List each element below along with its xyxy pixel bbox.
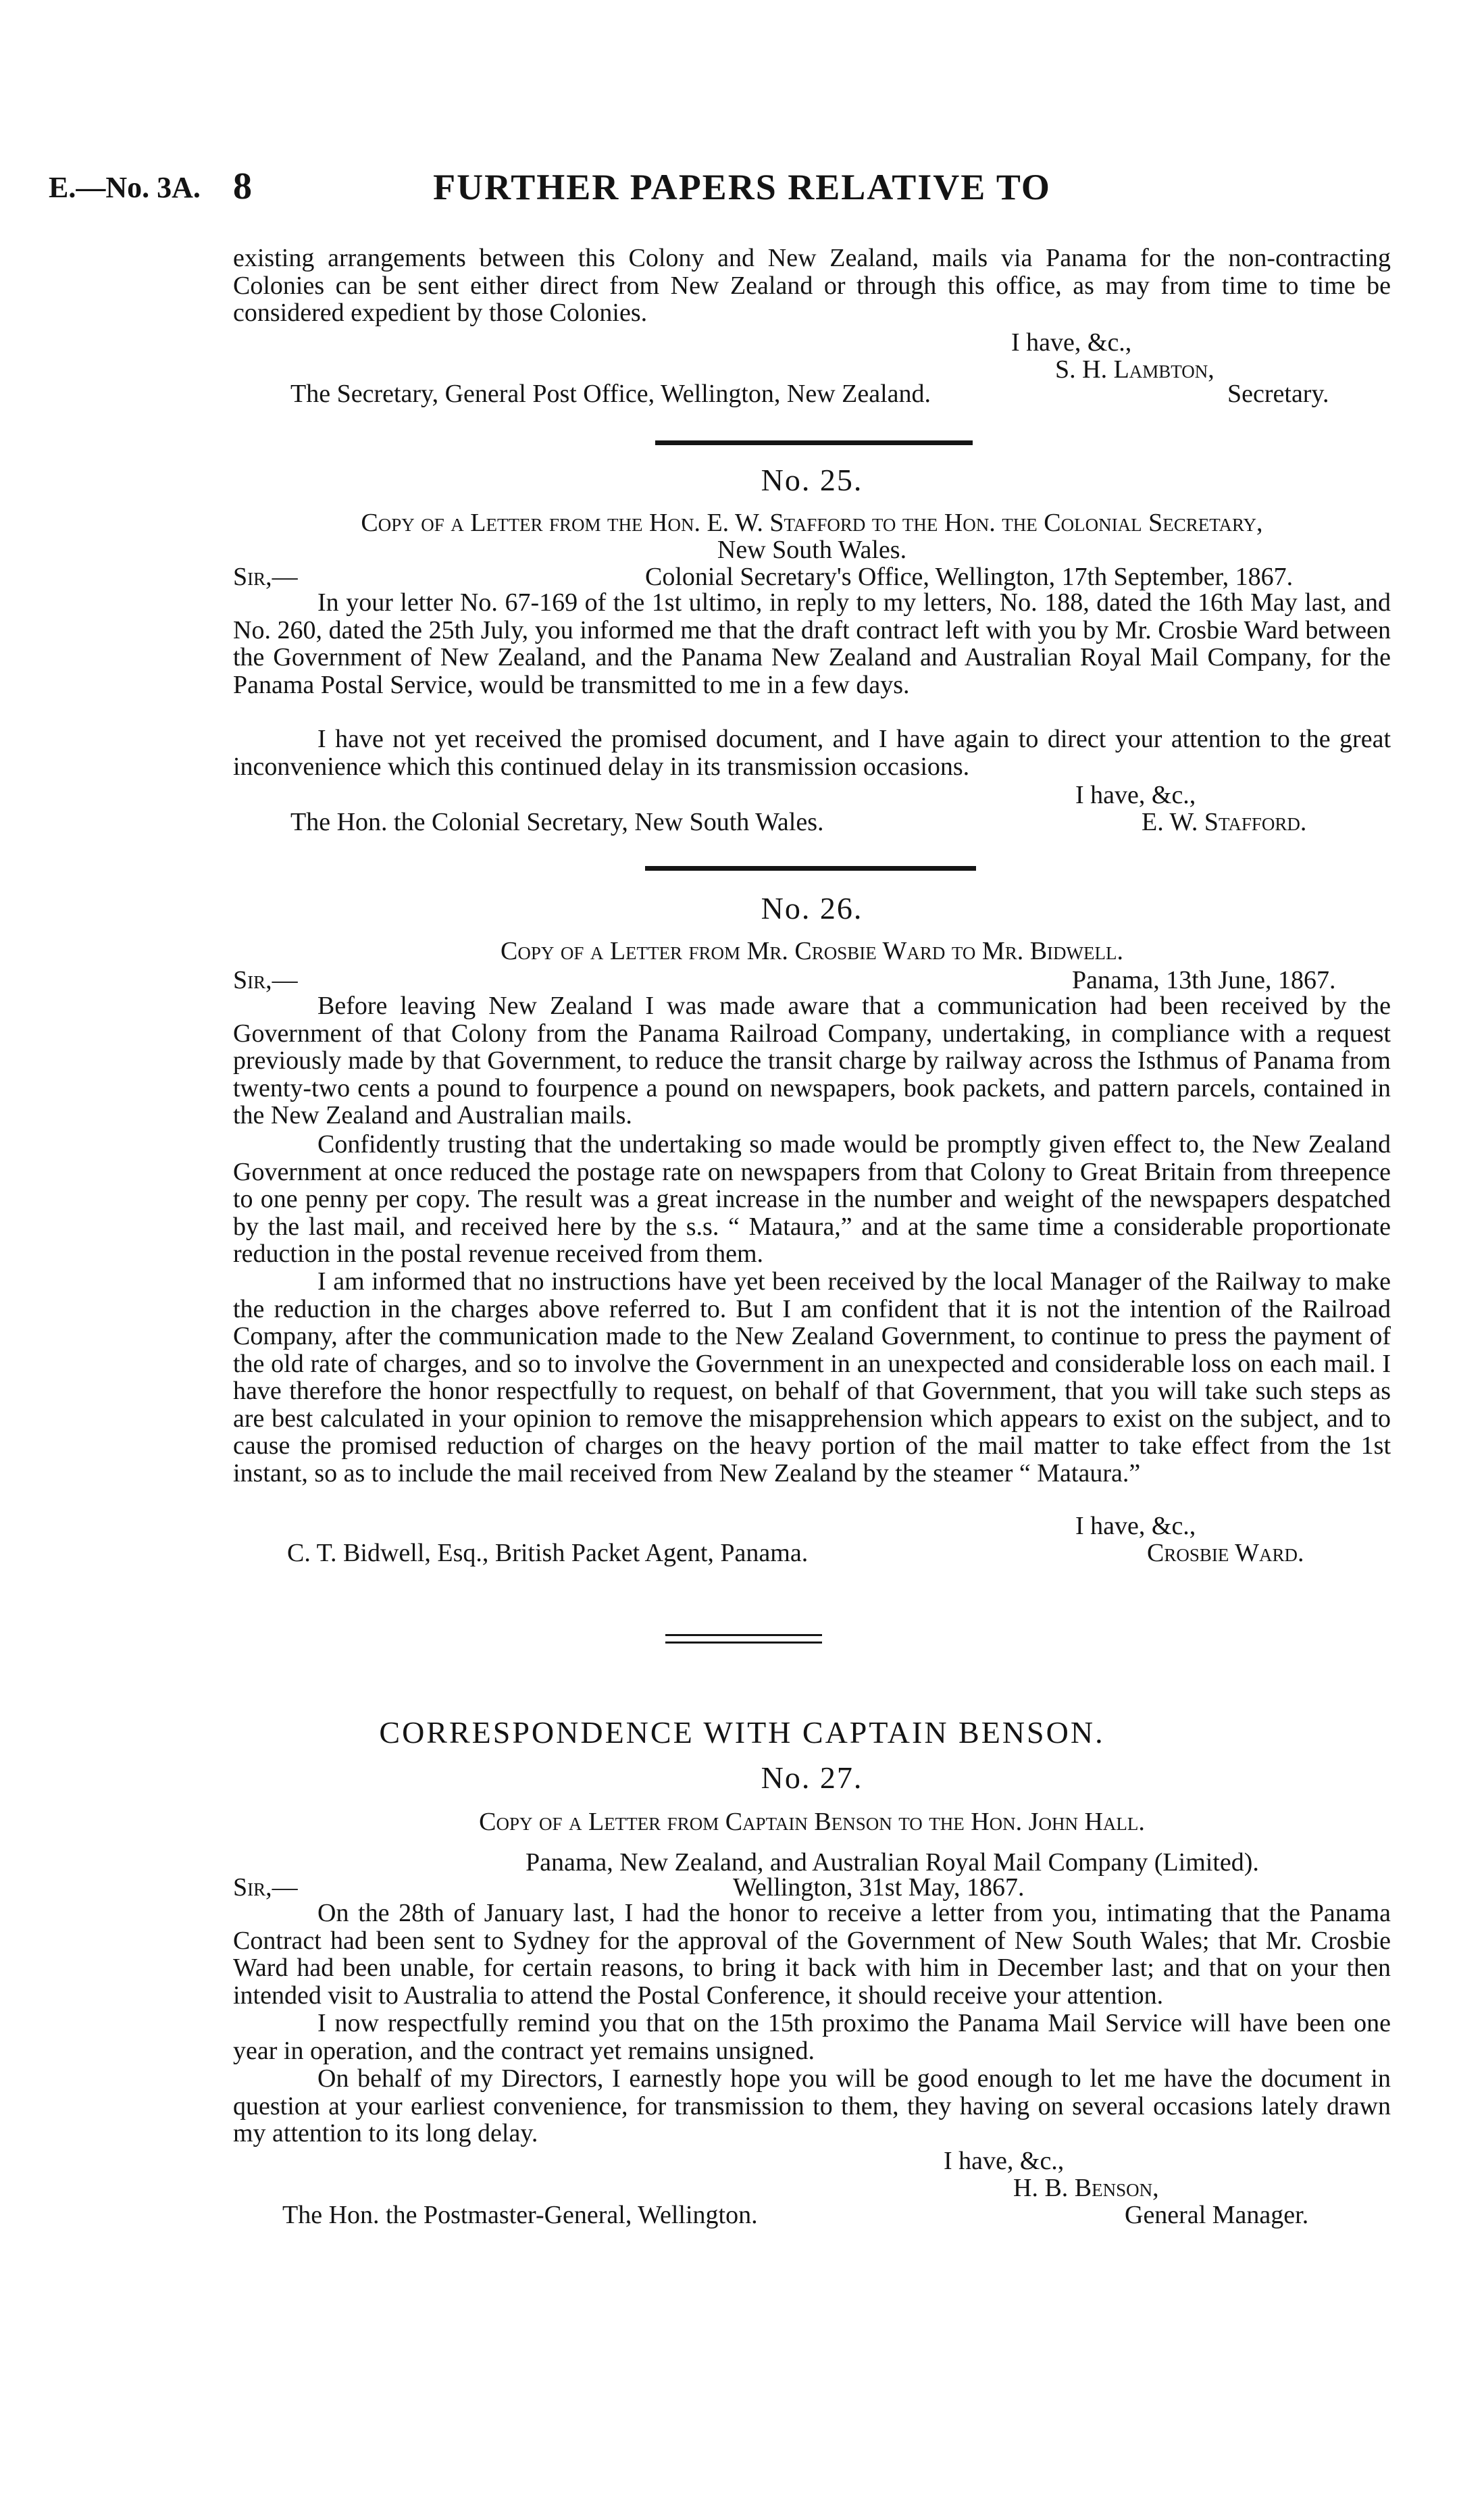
page-number: 8 (233, 166, 252, 207)
continuation-signature: S. H. Lambton, (1055, 355, 1214, 384)
separator-rule (655, 440, 973, 445)
letter-27-paragraph-2: I now respectfully remind you that on the 15th proximo the Panama Mail Service will have been one year in operation, and the contract yet remains unsigned. (233, 2009, 1391, 2065)
letter-26-number: No. 26. (761, 891, 863, 925)
separator-rule (645, 866, 976, 871)
letter-27-origin: Wellington, 31st May, 1867. (733, 1873, 1025, 1902)
section-title: CORRESPONDENCE WITH CAPTAIN BENSON. (379, 1715, 1105, 1750)
letter-27-addressee: The Hon. the Postmaster-General, Wellington. (282, 2201, 758, 2229)
letter-26-heading: Copy of a Letter from Mr. Crosbie Ward to Mr. Bidwell. (500, 937, 1124, 965)
section-divider-top (665, 1634, 822, 1636)
letter-25-closing: I have, &c., (1075, 781, 1196, 809)
letter-25-signature: E. W. Stafford. (1142, 808, 1307, 836)
continuation-paragraph: existing arrangements between this Colony and New Zealand, mails via Panama for the non-contracting Colonies can be sent either direct from New Zealand or through this office, as may from time to time be considered expedient by those Colonies. (233, 244, 1391, 327)
letter-26-salutation: Sir,— (233, 966, 298, 994)
letter-25-paragraph-1: In your letter No. 67-169 of the 1st ultimo, in reply to my letters, No. 188, dated the 16th May last, and No. 260, dated the 25th July, you informed me that the draft contract left with you by Mr. Crosbie Ward between the Government of New Zealand, and the Panama New Zealand and Australian Royal Mail Company, for the Panama Postal Service, would be transmitted to me in a few days. (233, 588, 1391, 699)
letter-27-paragraph-3: On behalf of my Directors, I earnestly hope you will be good enough to let me have the document in question at your earliest convenience, for transmission to them, they having on several occasions lately drawn my attention to its long delay. (233, 2064, 1391, 2147)
letter-26-paragraph-3: I am informed that no instructions have yet been received by the local Manager of the Railway to make the reduction in the charges above referred to. But I am confident that it is not the intention of the Railroad Company, after the communication made to the New Zealand Government, to continue to press the payment of the old rate of charges, and so to involve the Government in an unexpected and considerable loss on each mail. I have therefore the honor respectfully to request, on behalf of that Government, that you will take such steps as are best calculated in your opinion to remove the misapprehension which appears to exist on the subject, and to cause the promised reduction of charges on the heavy portion of the mail matter to take effect from the 1st instant, so as to include the mail received from New Zealand by the steamer “ Mataura.” (233, 1267, 1391, 1487)
letter-27-heading: Copy of a Letter from Captain Benson to the Hon. John Hall. (479, 1808, 1145, 1836)
letter-25-origin: Colonial Secretary's Office, Wellington, 17th September, 1867. (645, 563, 1294, 591)
letter-26-closing: I have, &c., (1075, 1512, 1196, 1540)
letter-26-paragraph-1: Before leaving New Zealand I was made aware that a communication had been received by the Government of that Colony from the Panama Railroad Company, undertaking, in compliance with a request previously made by that Government, to reduce the transit charge by railway across the Isthmus of Panama from twenty-two cents a pound to fourpence a pound on newspapers, book packets, and pattern parcels, contained in the New Zealand and Australian mails. (233, 992, 1391, 1129)
letter-25-number: No. 25. (761, 463, 863, 497)
continuation-signatory-title: Secretary. (1227, 380, 1329, 408)
letter-26-origin: Panama, 13th June, 1867. (1072, 966, 1336, 994)
letter-26-paragraph-2: Confidently trusting that the undertaking so made would be promptly given effect to, the New Zealand Government at once reduced the postage rate on newspapers from that Colony to Great Britain from threepence to one penny per copy. The result was a great increase in the number and weight of the newspapers despatched by the last mail, and received here by the s.s. “ Mataura,” and at the same time a considerable proportionate reduction in the postal revenue received from them. (233, 1130, 1391, 1268)
letter-27-closing: I have, &c., (944, 2147, 1065, 2175)
continuation-addressee: The Secretary, General Post Office, Wellington, New Zealand. (290, 380, 931, 408)
letter-27-number: No. 27. (761, 1760, 863, 1795)
letter-25-heading-continued: New South Wales. (717, 536, 907, 564)
letter-25-salutation: Sir,— (233, 563, 298, 591)
letter-27-salutation: Sir,— (233, 1873, 298, 1902)
section-divider-bottom (665, 1642, 822, 1644)
letter-25-heading: Copy of a Letter from the Hon. E. W. Stafford to the Hon. the Colonial Secretary, (361, 509, 1263, 537)
letter-27-signatory-title: General Manager. (1125, 2201, 1309, 2229)
letter-25-paragraph-2: I have not yet received the promised document, and I have again to direct your attention to the great inconvenience which this continued delay in its transmission occasions. (233, 725, 1391, 781)
letter-27-signature: H. B. Benson, (1013, 2174, 1159, 2202)
document-reference: E.—No. 3A. (49, 171, 201, 204)
letter-27-paragraph-1: On the 28th of January last, I had the honor to receive a letter from you, intimating that the Panama Contract had been sent to Sydney for the approval of the Government of New South Wales; that Mr. Crosbie Ward had been unable, for certain reasons, to bring it back with him in December last; and that on your then intended visit to Australia to attend the Postal Conference, it should receive your attention. (233, 1899, 1391, 2010)
running-title: FURTHER PAPERS RELATIVE TO (433, 167, 1051, 207)
continuation-closing: I have, &c., (1011, 328, 1132, 357)
letter-27-company: Panama, New Zealand, and Australian Royal Mail Company (Limited). (526, 1848, 1259, 1877)
letter-26-addressee: C. T. Bidwell, Esq., British Packet Agent, Panama. (287, 1539, 809, 1567)
letter-26-signature: Crosbie Ward. (1147, 1539, 1304, 1567)
letter-25-addressee: The Hon. the Colonial Secretary, New South Wales. (290, 808, 824, 836)
